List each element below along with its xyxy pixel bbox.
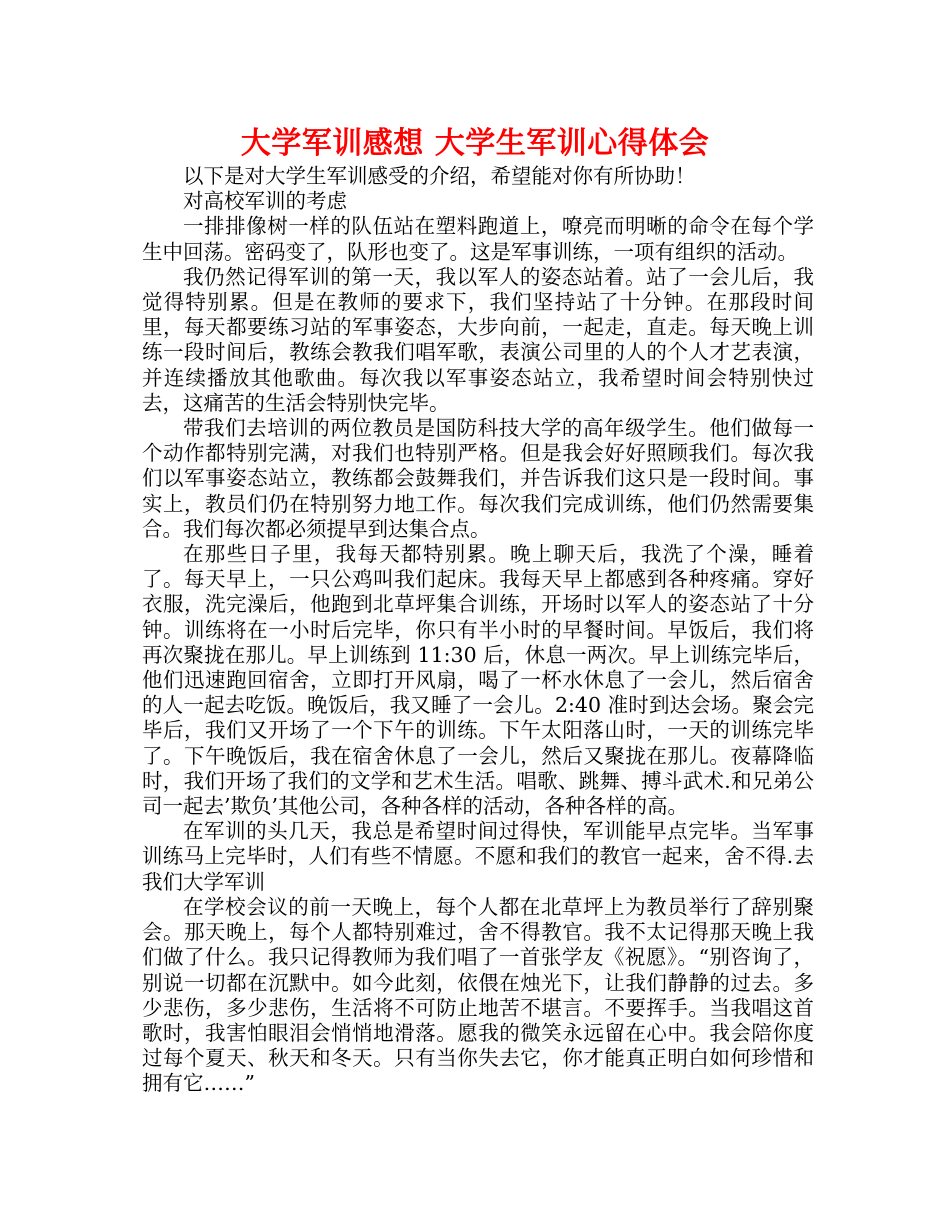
paragraph: 在军训的头几天，我总是希望时间过得快，军训能早点完毕。当军事训练马上完毕时，人们有些不情愿。不愿和我们的教官一起来，舍不得.去我们大学军训 <box>142 819 814 894</box>
paragraph-subheading: 对高校军训的考虑 <box>183 189 347 214</box>
paragraph-intro: 以下是对大学生军训感受的介绍，希望能对你有所协助！ <box>183 164 696 188</box>
paragraph: 我仍然记得军训的第一天，我以军人的姿态站着。站了一会儿后，我觉得特别累。但是在教师的要求下，我们坚持站了十分钟。在那段时间里，每天都要练习站的军事姿态，大步向前，一起走，直走。每天晚上训练一段时间后，教练会教我们唱军歌，表演公司里的人的个人才艺表演，并连续播放其他歌曲。每次我以军事姿态站立，我希望时间会特别快过去，这痛苦的生活会特别快完毕。 <box>142 264 814 415</box>
paragraph: 带我们去培训的两位教员是国防科技大学的高年级学生。他们做每一个动作都特别完满，对我们也特别严格。但是我会好好照顾我们。每次我们以军事姿态站立，教练都会鼓舞我们，并告诉我们这只是一段时间。事实上，教员们仍在特别努力地工作。每次我们完成训练，他们仍然需要集合。我们每次都必须提早到达集合点。 <box>142 416 814 541</box>
paragraph: 一排排像树一样的队伍站在塑料跑道上，嘹亮而明晰的命令在每个学生中回荡。密码变了，队形也变了。这是军事训练，一项有组织的活动。 <box>142 214 814 264</box>
paragraph: 在那些日子里，我每天都特别累。晚上聊天后，我洗了个澡，睡着了。每天早上，一只公鸡叫我们起床。我每天早上都感到各种疼痛。穿好衣服，洗完澡后，他跑到北草坪集合训练，开场时以军人的姿态站了十分钟。训练将在一小时后完毕，你只有半小时的早餐时间。早饭后，我们将再次聚拢在那儿。早上训练到 11:30 后，休息一两次。早上训练完毕后，他们迅速跑回宿舍，立即打开风扇，喝了一杯水休息了一会儿，然后宿舍的人一起去吃饭。晚饭后，我又睡了一会儿。2:40 准时到达会场。聚会完毕后，我们又开场了一个下午的训练。下午太阳落山时，一天的训练完毕了。下午晚饭后，我在宿舍休息了一会儿，然后又聚拢在那儿。夜幕降临时，我们开场了我们的文学和艺术生活。唱歌、跳舞、搏斗武术.和兄弟公司一起去’欺负’其他公司，各种各样的活动，各种各样的高。 <box>142 542 814 819</box>
document-body <box>142 164 814 1097</box>
paragraph: 在学校会议的前一天晚上，每个人都在北草坪上为教员举行了辞别聚会。那天晚上，每个人都特别难过，舍不得教官。我不太记得那天晚上我们做了什么。我只记得教师为我们唱了一首张学友《祝愿》。“别咨询了，别说一切都在沉默中。如今此刻，依偎在烛光下，让我们静静的过去。多少悲伤，多少悲伤，生活将不可防止地苦不堪言。不要挥手。当我唱这首歌时，我害怕眼泪会悄悄地滑落。愿我的微笑永远留在心中。我会陪你度过每个夏天、秋天和冬天。只有当你失去它，你才能真正明白如何珍惜和拥有它……” <box>142 894 814 1096</box>
document-title: 大学军训感想 大学生军训心得体会 <box>240 126 710 161</box>
